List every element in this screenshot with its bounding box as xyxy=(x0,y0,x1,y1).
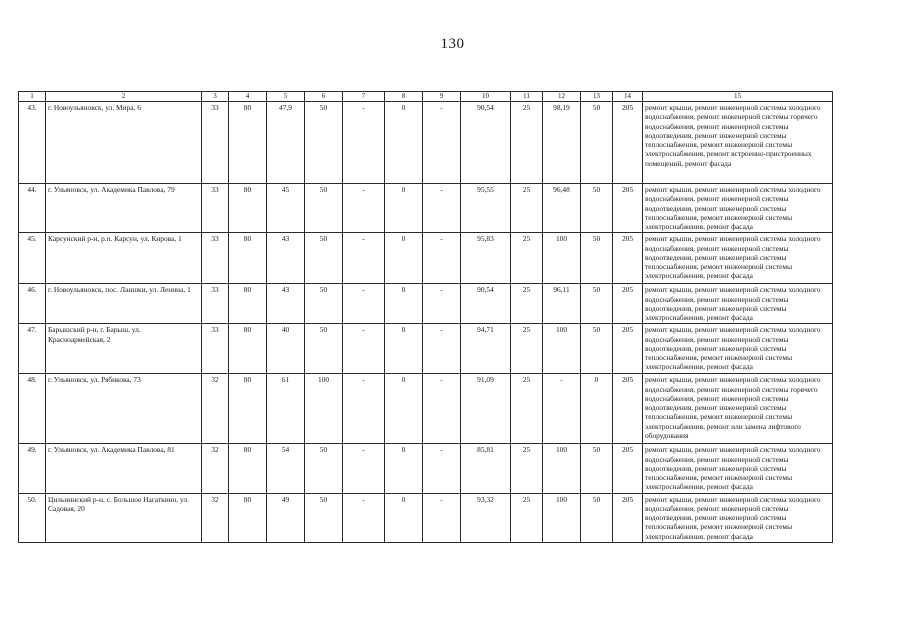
cell-col-9: - xyxy=(423,102,461,184)
cell-col-6: 50 xyxy=(305,444,343,493)
column-header: 11 xyxy=(511,92,543,102)
cell-col-14: 205 xyxy=(613,444,643,493)
row-address: г. Новоульяновск, ул. Мира, 6 xyxy=(46,102,202,184)
row-repair-works: ремонт крыши, ремонт инженерной системы холодного водоснабжения, ремонт инженерной системы водоотведения, ремонт инженерной системы теплоснабжения, ремонт инженерной системы электроснабжения, ремонт фасада xyxy=(643,444,833,493)
cell-col-11: 25 xyxy=(511,374,543,444)
cell-col-14: 205 xyxy=(613,324,643,374)
column-header: 12 xyxy=(543,92,581,102)
cell-col-9: - xyxy=(423,324,461,374)
cell-col-9: - xyxy=(423,284,461,324)
table-row xyxy=(19,184,833,233)
cell-col-9: - xyxy=(423,233,461,284)
cell-col-7: - xyxy=(343,284,385,324)
column-header: 1 xyxy=(19,92,46,102)
cell-col-8: 0 xyxy=(385,284,423,324)
cell-col-12: 100 xyxy=(543,233,581,284)
table-row xyxy=(19,233,833,284)
row-number: 46. xyxy=(19,284,46,324)
table-row xyxy=(19,102,833,184)
cell-col-7: - xyxy=(343,493,385,542)
column-number-row xyxy=(19,92,833,102)
cell-col-11: 25 xyxy=(511,102,543,184)
row-address: г. Ульяновск, ул. Рябикова, 73 xyxy=(46,374,202,444)
cell-col-4: 80 xyxy=(229,184,267,233)
cell-col-10: 95,55 xyxy=(461,184,511,233)
row-repair-works: ремонт крыши, ремонт инженерной системы холодного водоснабжения, ремонт инженерной системы водоотведения, ремонт инженерной системы теплоснабжения, ремонт инженерной системы электроснабжения, ремонт фасада xyxy=(643,233,833,284)
row-repair-works: ремонт крыши, ремонт инженерной системы холодного водоснабжения, ремонт инженерной системы горячего водоснабжения, ремонт инженерной системы водоотведения, ремонт инженерной системы теплоснабжения, ремонт инженерной системы электроснабжения, ремонт или замена лифтового оборудования xyxy=(643,374,833,444)
cell-col-7: - xyxy=(343,233,385,284)
cell-col-3: 32 xyxy=(202,374,229,444)
cell-col-3: 33 xyxy=(202,324,229,374)
cell-col-8: 0 xyxy=(385,493,423,542)
cell-col-8: 0 xyxy=(385,324,423,374)
row-number: 43. xyxy=(19,102,46,184)
cell-col-5: 54 xyxy=(267,444,305,493)
cell-col-10: 91,09 xyxy=(461,374,511,444)
cell-col-7: - xyxy=(343,444,385,493)
cell-col-3: 33 xyxy=(202,284,229,324)
cell-col-13: 50 xyxy=(581,233,613,284)
column-header: 2 xyxy=(46,92,202,102)
cell-col-9: - xyxy=(423,493,461,542)
cell-col-3: 32 xyxy=(202,444,229,493)
row-address: г. Ульяновск, ул. Академика Павлова, 81 xyxy=(46,444,202,493)
row-repair-works: ремонт крыши, ремонт инженерной системы холодного водоснабжения, ремонт инженерной системы водоотведения, ремонт инженерной системы электроснабжения, ремонт фасада xyxy=(643,284,833,324)
housing-repair-table xyxy=(18,91,833,543)
cell-col-12: - xyxy=(543,374,581,444)
column-header: 7 xyxy=(343,92,385,102)
cell-col-10: 90,54 xyxy=(461,102,511,184)
row-address: г. Новоульяновск, пос. Лаишки, ул. Ленина, 1 xyxy=(46,284,202,324)
cell-col-12: 100 xyxy=(543,324,581,374)
cell-col-5: 47,9 xyxy=(267,102,305,184)
cell-col-8: 0 xyxy=(385,374,423,444)
row-repair-works: ремонт крыши, ремонт инженерной системы холодного водоснабжения, ремонт инженерной системы водоотведения, ремонт инженерной системы теплоснабжения, ремонт инженерной системы электроснабжения, ремонт фасада xyxy=(643,493,833,542)
cell-col-4: 80 xyxy=(229,493,267,542)
cell-col-13: 50 xyxy=(581,324,613,374)
column-header: 13 xyxy=(581,92,613,102)
cell-col-5: 43 xyxy=(267,233,305,284)
cell-col-5: 43 xyxy=(267,284,305,324)
cell-col-7: - xyxy=(343,102,385,184)
cell-col-11: 25 xyxy=(511,233,543,284)
table-row xyxy=(19,284,833,324)
column-header: 6 xyxy=(305,92,343,102)
cell-col-9: - xyxy=(423,374,461,444)
cell-col-14: 205 xyxy=(613,102,643,184)
cell-col-6: 50 xyxy=(305,184,343,233)
table-row xyxy=(19,444,833,493)
cell-col-5: 49 xyxy=(267,493,305,542)
cell-col-11: 25 xyxy=(511,184,543,233)
cell-col-6: 50 xyxy=(305,284,343,324)
cell-col-10: 90,54 xyxy=(461,284,511,324)
row-repair-works: ремонт крыши, ремонт инженерной системы холодного водоснабжения, ремонт инженерной системы водоотведения, ремонт инженерной системы теплоснабжения, ремонт инженерной системы электроснабжения, ремонт фасада xyxy=(643,324,833,374)
cell-col-3: 33 xyxy=(202,184,229,233)
row-number: 45. xyxy=(19,233,46,284)
cell-col-5: 61 xyxy=(267,374,305,444)
cell-col-6: 50 xyxy=(305,493,343,542)
row-number: 48. xyxy=(19,374,46,444)
cell-col-4: 80 xyxy=(229,233,267,284)
row-address: г. Ульяновск, ул. Академика Павлова, 79 xyxy=(46,184,202,233)
row-repair-works: ремонт крыши, ремонт инженерной системы холодного водоснабжения, ремонт инженерной системы горячего водоснабжения, ремонт инженерной системы водоотведения, ремонт инженерной системы теплоснабжения, ремонт инженерной системы электроснабжения, ремонт встроенно-пристроенных помещений, ремонт фасада xyxy=(643,102,833,184)
table-row xyxy=(19,374,833,444)
cell-col-9: - xyxy=(423,444,461,493)
cell-col-7: - xyxy=(343,374,385,444)
cell-col-10: 94,71 xyxy=(461,324,511,374)
cell-col-6: 50 xyxy=(305,102,343,184)
column-header: 3 xyxy=(202,92,229,102)
column-header: 5 xyxy=(267,92,305,102)
cell-col-10: 85,81 xyxy=(461,444,511,493)
cell-col-12: 100 xyxy=(543,493,581,542)
column-header: 4 xyxy=(229,92,267,102)
table-row xyxy=(19,324,833,374)
cell-col-5: 40 xyxy=(267,324,305,374)
cell-col-14: 205 xyxy=(613,184,643,233)
cell-col-13: 50 xyxy=(581,444,613,493)
cell-col-3: 32 xyxy=(202,493,229,542)
cell-col-10: 93,32 xyxy=(461,493,511,542)
row-address: Цильнинский р-н, с. Большое Нагаткино, ул. Садовая, 20 xyxy=(46,493,202,542)
cell-col-6: 100 xyxy=(305,374,343,444)
cell-col-8: 0 xyxy=(385,184,423,233)
cell-col-12: 98,19 xyxy=(543,102,581,184)
row-number: 44. xyxy=(19,184,46,233)
cell-col-3: 33 xyxy=(202,233,229,284)
column-header: 15 xyxy=(643,92,833,102)
cell-col-11: 25 xyxy=(511,284,543,324)
cell-col-14: 205 xyxy=(613,233,643,284)
cell-col-11: 25 xyxy=(511,324,543,374)
cell-col-14: 205 xyxy=(613,284,643,324)
cell-col-7: - xyxy=(343,324,385,374)
cell-col-12: 96,11 xyxy=(543,284,581,324)
row-number: 50. xyxy=(19,493,46,542)
cell-col-4: 80 xyxy=(229,444,267,493)
cell-col-12: 100 xyxy=(543,444,581,493)
cell-col-14: 205 xyxy=(613,374,643,444)
cell-col-7: - xyxy=(343,184,385,233)
cell-col-4: 80 xyxy=(229,284,267,324)
row-address: Карсунский р-н, р.п. Карсун, ул. Кирова, 1 xyxy=(46,233,202,284)
column-header: 9 xyxy=(423,92,461,102)
row-number: 47. xyxy=(19,324,46,374)
cell-col-13: 50 xyxy=(581,284,613,324)
column-header: 10 xyxy=(461,92,511,102)
cell-col-11: 25 xyxy=(511,444,543,493)
cell-col-8: 0 xyxy=(385,444,423,493)
table-row xyxy=(19,493,833,542)
cell-col-4: 80 xyxy=(229,102,267,184)
cell-col-4: 80 xyxy=(229,324,267,374)
cell-col-6: 50 xyxy=(305,233,343,284)
row-repair-works: ремонт крыши, ремонт инженерной системы холодного водоснабжения, ремонт инженерной системы водоотведения, ремонт инженерной системы теплоснабжения, ремонт инженерной системы электроснабжения, ремонт фасада xyxy=(643,184,833,233)
cell-col-13: 50 xyxy=(581,102,613,184)
cell-col-8: 0 xyxy=(385,102,423,184)
cell-col-11: 25 xyxy=(511,493,543,542)
cell-col-10: 95,83 xyxy=(461,233,511,284)
column-header: 8 xyxy=(385,92,423,102)
cell-col-14: 205 xyxy=(613,493,643,542)
row-number: 49. xyxy=(19,444,46,493)
cell-col-13: 0 xyxy=(581,374,613,444)
cell-col-12: 96,48 xyxy=(543,184,581,233)
cell-col-13: 50 xyxy=(581,184,613,233)
cell-col-5: 45 xyxy=(267,184,305,233)
page-number: 130 xyxy=(440,36,465,52)
column-header: 14 xyxy=(613,92,643,102)
row-address: Барышский р-н, г. Барыш, ул. Красноармейская, 2 xyxy=(46,324,202,374)
cell-col-3: 33 xyxy=(202,102,229,184)
cell-col-4: 80 xyxy=(229,374,267,444)
cell-col-6: 50 xyxy=(305,324,343,374)
cell-col-13: 50 xyxy=(581,493,613,542)
cell-col-8: 0 xyxy=(385,233,423,284)
cell-col-9: - xyxy=(423,184,461,233)
